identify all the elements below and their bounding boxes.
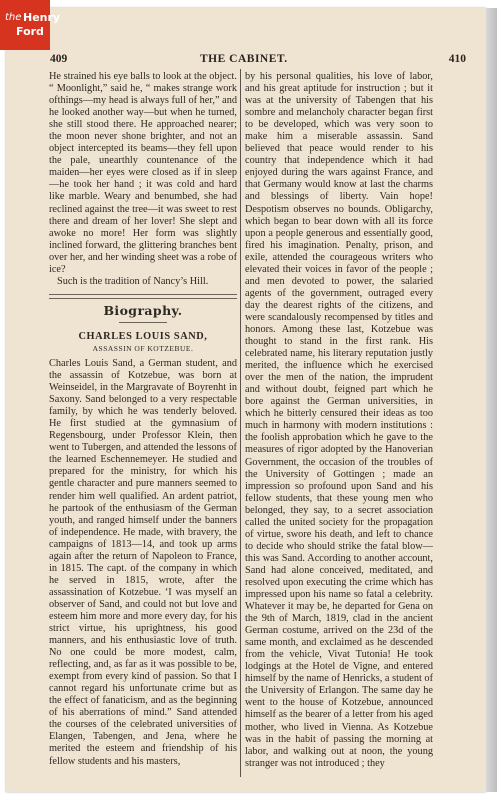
section-rule-top: [49, 294, 237, 295]
page-number-left: 409: [50, 53, 68, 65]
running-header: [46, 53, 466, 69]
running-title: THE CABINET.: [200, 53, 288, 65]
page-edge: [486, 8, 497, 792]
henry-ford-logo: [0, 0, 61, 50]
right-column: [245, 71, 433, 775]
logo-line-2: Ford: [16, 25, 44, 38]
article-body-left: Charles Louis Sand, a German student, and the assassin of Kotzebue, was born at Weinseidel, in the Margravate of Boyrenht in Saxony. Sand belonged to a very respectable family, by which he was tenderly beloved. He first studied at the gymnasium of Regensbourg, under Professor Klein, then went to Tubergen, and attended the lessons of the learned Eschennemeyer. He studied and prepared for the ministry, for which his gentle character and pure manners seemed to render him well qualified. An ardent patriot, he partook of the enthusiasm of the German youth, and ranged himself under the banners of independence. He made, with bravery, the campaigns of 1813—14, and took up arms again after the return of Napoleon to France, in 1815. The capt. of the company in which he served in 1815, wrote, after the assassination of Kotzebue. ‘I was myself an observer of Sand, and could not but love and esteem him more and more every day, for his strict virtue, his uprightness, his good manners, and his enthusiastic love of truth. No one could be more modest, calm, reflecting, and, as far as it was possible to be, exempt from every kind of passion. So that I cannot regard his unfortunate crime but as the effect of fanaticism, and as the beginning of his aberrations of mind.” Sand attended the courses of the celebrated universities of Elangen, Tabengen, and Jena, where he merited the esteem and friendship of his fellow students and his masters,: [49, 357, 237, 767]
section-heading: Biography.: [103, 302, 183, 318]
article-subtitle: ASSASSIN OF KOTZEBUE.: [92, 343, 194, 353]
column-divider: [240, 69, 241, 777]
left-column: [49, 71, 237, 775]
article-body-right: by his personal qualities, his love of labor, and his great aptitude for instruction ; but it was at the university of Tabengen that his sombre and melancholy character began first to be developed, which was very soon to make him a miserable assassin. Sand believed that peace would render to his country that independence which it had enjoyed during the wars against France, and that Germany would know at last the charms and blessings of liberty. Vain hope! Despotism observes no bounds. Obligarchy, which began to bear down with all its force upon a people generous and essentially good, fired his imagination. Penalty, prison, and exile, attended the courageous writers who elevated their voices in favor of the people ; and men devoted to power, the salaried agents of the government, outraged every day the dearest rights of the citizens, and were scandalously recompensed by titles and honors. Among these last, Kotzebue was thought to stand in the first rank. His celebrated name, his literary reputation justly merited, the influence which he exercised over the men of the nation, the imprudent and without doubt, feigned part which he bore against the German universities, in which he bitterly censured their ideas as too much in harmony with modern institutions : the foolish approbation which he gave to the measures of rigor adopted by the Hanoverian Government, the occasion of the troubles of the University of Gottingen ; made an impression so profound upon Sand and his fellow students, that these young men who belonged, they say, to a secret association called the united society for the propagation of virtue, swore his death, and left to chance to decide who should strike the fatal blow—this was Sand. According to another account, Sand had alone conceived, meditated, and resolved upon executing the crime which has impressed upon his name so fatal a celebrity. Whatever it may be, he departed for Gena on the 9th of March, 1819, clad in the ancient German costume, arrived on the 23d of the same month, and exclaimed as he descended from the vehicle, Vivat Tutonia! He took lodgings at the Hotel de Vigne, and entered himself by the name of Henricks, a student of the University of Erlangon. The same day he went to the house of Kotzebue, announced himself as the bearer of a letter from his aged mother, who lived in Vienna. As Kotzebue was in the habit of passing the morning at labor, and walking out at noon, the young stranger was not introduced ; they: [245, 71, 433, 769]
story-closing: Such is the tradition of Nancy’s Hill.: [57, 275, 209, 287]
logo-line-1: Henry: [23, 11, 61, 24]
logo-prefix: the: [5, 12, 22, 23]
article-title: CHARLES LOUIS SAND,: [78, 330, 208, 342]
section-short-rule: [119, 322, 167, 323]
page-number-right: 410: [448, 53, 466, 65]
story-paragraph: He strained his eye balls to look at the object. “ Moonlight,” said he, “ makes strange work ofthings—my head is always full of her,” and he looked another way—but when he turned, she still stood there. He approached nearer; the moon never shone brighter, and not an object intercepted its beams—they fell upon the pale, unearthly countenance of the maiden—her eyes were closed as if in sleep—he took her hand ; it was cold and hard like marble. Weary and benumbed, she had reclined against the tree—it was sweet to rest there and dream of her lover! She slept and awoke no more! Her form was slightly inclined forward, the glittering branches bent over her, and her winding sheet was a robe of ice?: [49, 71, 237, 275]
section-rule-bottom: [49, 298, 237, 299]
